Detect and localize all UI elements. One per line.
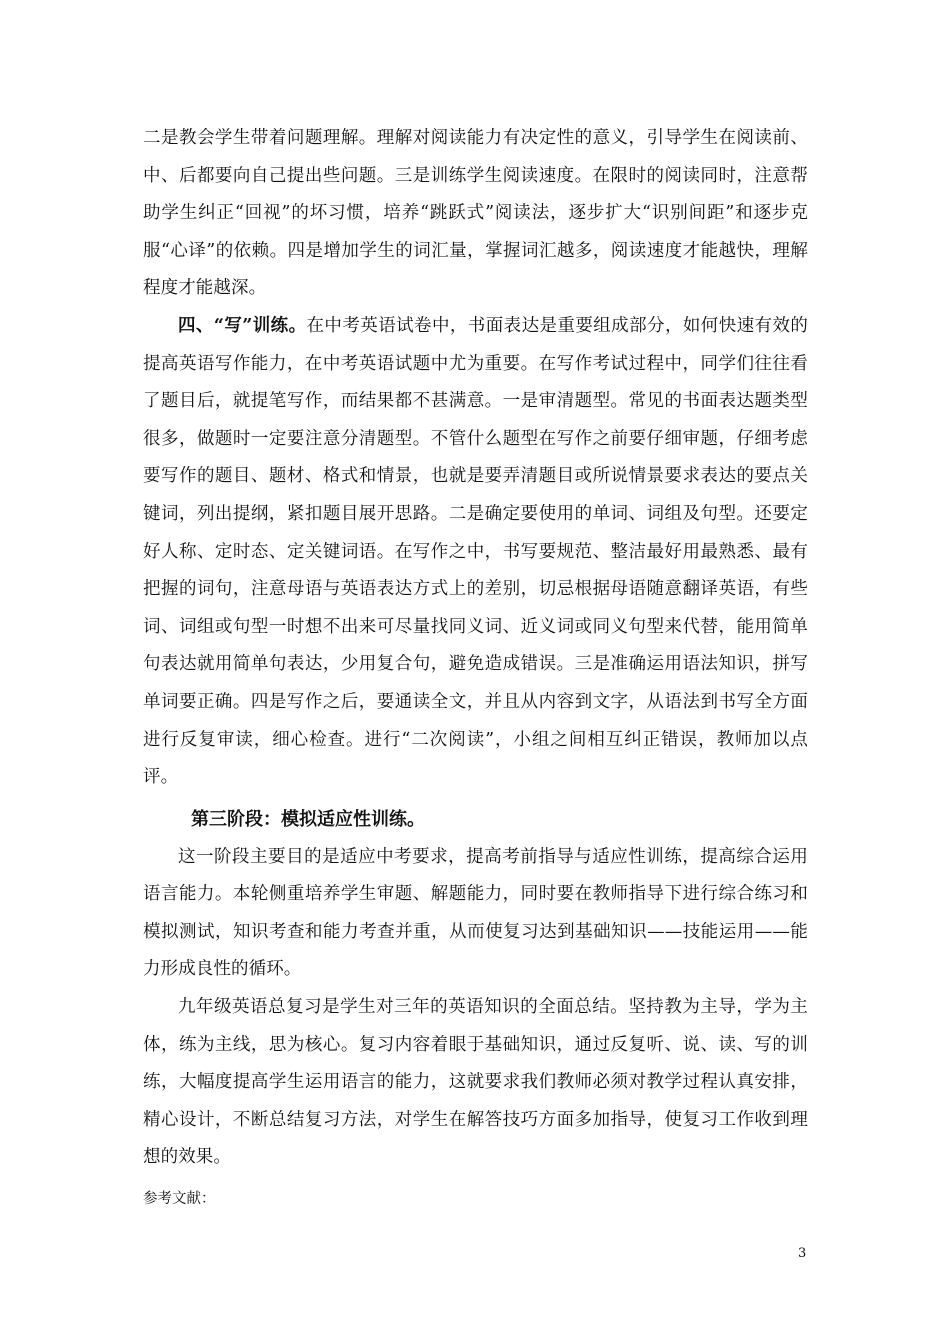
paragraph-summary: 九年级英语总复习是学生对三年的英语知识的全面总结。坚持教为主导，学为主体，练为主线，思为核心。复习内容着眼于基础知识，通过反复听、说、读、写的训练，大幅度提高学生运用语言的能力，这就要求我们教师必须对教学过程认真安排，精心设计，不断总结复习方法，对学生在解答技巧方面多加指导，使复习工作收到理想的效果。 [143,997,808,1168]
paragraph-reading-continued: 二是教会学生带着问题理解。理解对阅读能力有决定性的意义，引导学生在阅读前、中、后都要向自己提出些问题。三是训练学生阅读速度。在限时的阅读同时，注意帮助学生纠正“回视”的坏习惯，培养“跳跃式”阅读法，逐步扩大“识别间距”和逐步克服“心译”的依赖。四是增加学生的词汇量，掌握词汇越多，阅读速度才能越快，理解程度才能越深。 [143,128,808,299]
body-text [143,120,808,1177]
page-number: 3 [798,1246,807,1261]
paragraph-stage-three: 这一阶段主要目的是适应中考要求，提高考前指导与适应性训练，提高综合运用语言能力。本轮侧重培养学生审题、解题能力，同时要在教师指导下进行综合练习和模拟测试，知识考查和能力考查并重，从而使复习达到基础知识——技能运用——能力形成良性的循环。 [143,846,808,980]
section-lead-writing: 四、“写”训练。 [178,315,307,336]
stage-three-heading: 第三阶段：模拟适应性训练。 [191,808,425,830]
paragraph-writing-training [143,308,808,797]
references-label: 参考文献： [143,1191,216,1207]
paragraph-writing-text: 在中考英语试卷中，书面表达是重要组成部分，如何快速有效的提高英语写作能力，在中考英语试题中尤为重要。在写作考试过程中，同学们往往看了题目后，就提笔写作，而结果都不甚满意。一是审清题型。常见的书面表达题类型很多，做题时一定要注意分清题型。不管什么题型在写作之前要仔细审题，仔细考虑要写作的题目、题材、格式和情景，也就是要弄清题目或所说情景要求表达的要点关键词，列出提纲，紧扣题目展开思路。二是确定要使用的单词、词组及句型。还要定好人称、定时态、定关键词语。在写作之中，书写要规范、整洁最好用最熟悉、最有把握的词句，注意母语与英语表达方式上的差别，切忌根据母语随意翻译英语，有些词、词组或句型一时想不出来可尽量找同义词、近义词或同义句型来代替，能用简单句表达就用简单句表达，少用复合句，避免造成错误。三是准确运用语法知识，拼写单词要正确。四是写作之后，要通读全文，并且从内容到文字，从语法到书写全方面进行反复审读，细心检查。进行“二次阅读”，小组之间相互纠正错误，教师加以点评。 [143,315,808,788]
